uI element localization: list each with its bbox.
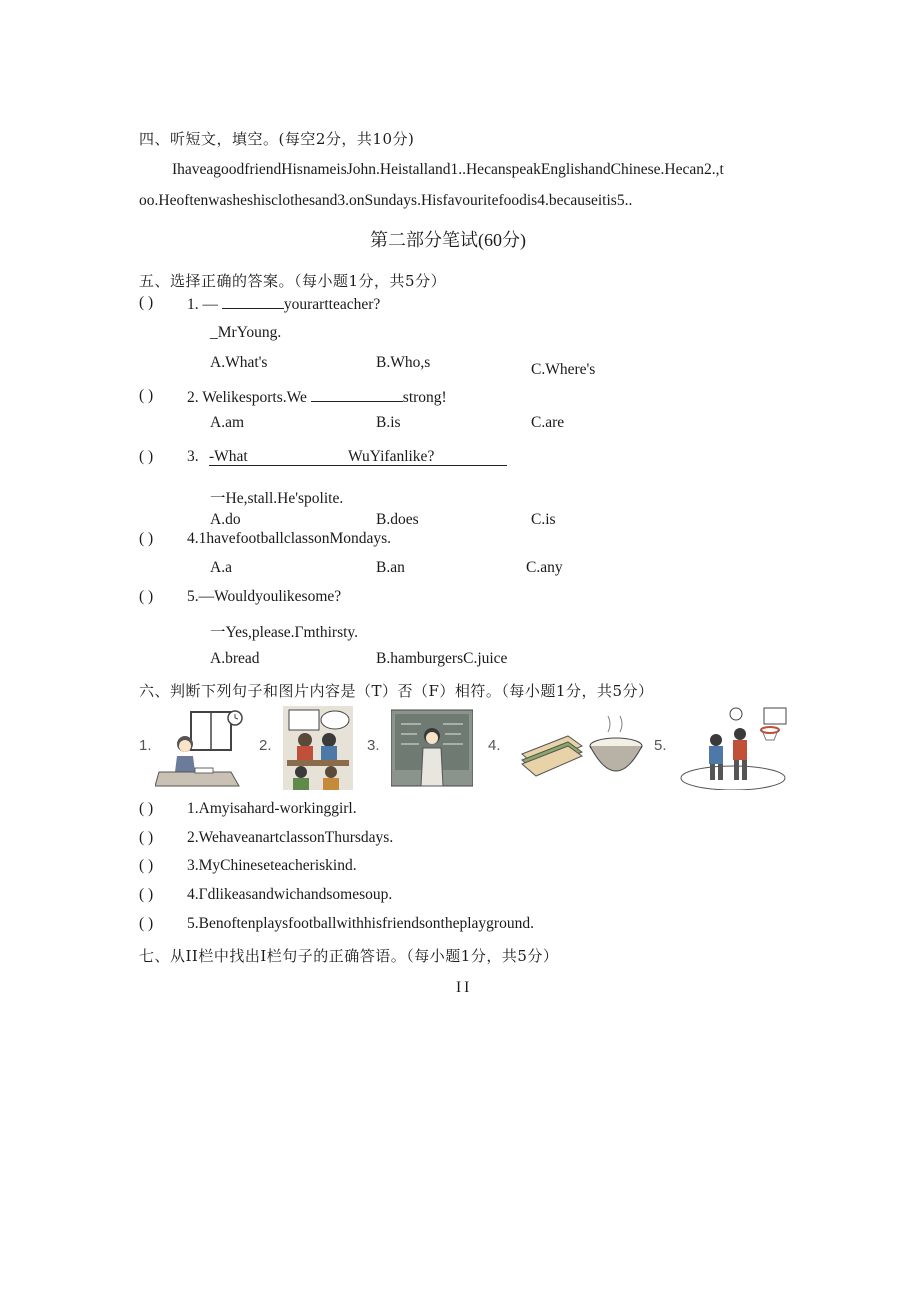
q2-option-b: B.is: [376, 414, 401, 431]
s6-item3-paren[interactable]: ( ): [139, 857, 154, 874]
q5-option-a: A.bread: [210, 650, 260, 667]
q4-option-c: C.any: [526, 559, 563, 576]
q1-option-a: A.What's: [210, 354, 268, 371]
s6-item1-paren[interactable]: ( ): [139, 800, 154, 817]
q4-option-a: A.a: [210, 559, 232, 576]
q4-stem: 4.1havefootballclassonMondays.: [187, 530, 392, 547]
picture-basketball-playground: [678, 706, 788, 790]
picture-sandwich-and-soup: [516, 706, 646, 790]
picture-classroom: [283, 706, 353, 790]
section5-heading: 五、选择正确的答案。（每小题1分，共5分）: [139, 272, 447, 290]
section7-heading: 七、从II栏中找出I栏句子的正确答语。（每小题1分，共5分）: [139, 947, 559, 965]
part2-title: 第二部分笔试(60分): [370, 230, 526, 250]
q1-stem: 1. — yourartteacher?: [187, 296, 381, 313]
q1-response: _MrYoung.: [210, 324, 282, 341]
q1-answer-paren[interactable]: ( ): [139, 294, 154, 311]
q3-stem-number: 3.: [187, 448, 199, 465]
section4-passage-line1: IhaveagoodfriendHisnameisJohn.Heistalland1..HecanspeakEnglishandChinese.Hecan2.,t: [172, 161, 724, 178]
q2-option-c: C.are: [531, 414, 565, 431]
s6-item3-text: 3.MyChineseteacheriskind.: [187, 857, 357, 874]
q2-option-a: A.am: [210, 414, 245, 431]
q3-response: 一He,stall.He'spolite.: [210, 490, 344, 507]
q1-option-b: B.Who,s: [376, 354, 431, 371]
picture-girl-studying: [155, 706, 245, 790]
pic-number-2: 2.: [259, 737, 272, 754]
pic-number-3: 3.: [367, 737, 380, 754]
q3-stem-line[interactable]: -What WuYifanlike?: [209, 448, 507, 466]
s6-item2-text: 2.WehaveanartclassonThursdays.: [187, 829, 394, 846]
pic-number-5: 5.: [654, 737, 667, 754]
q3-option-c: C.is: [531, 511, 556, 528]
q3-option-b: B.does: [376, 511, 419, 528]
q5-stem: 5.—Wouldyoulikesome?: [187, 588, 342, 605]
q1-option-c: C.Where's: [531, 361, 596, 378]
section4-passage-line2: oo.Heoftenwasheshisclothesand3.onSundays.Hisfavouritefoodis4.becauseitis5..: [139, 192, 633, 209]
q5-option-bc: B.hamburgersC.juice: [376, 650, 508, 667]
q2-answer-paren[interactable]: ( ): [139, 387, 154, 404]
q4-answer-paren[interactable]: ( ): [139, 530, 154, 547]
q2-blank[interactable]: [311, 387, 403, 402]
s6-item2-paren[interactable]: ( ): [139, 829, 154, 846]
q4-option-b: B.an: [376, 559, 405, 576]
pic-number-4: 4.: [488, 737, 501, 754]
q5-response: 一Yes,please.Γmthirsty.: [210, 624, 359, 641]
pic-number-1: 1.: [139, 737, 152, 754]
q2-stem: 2. Welikesports.We strong!: [187, 389, 447, 406]
section4-heading: 四、听短文，填空。(每空2分，共10分): [139, 130, 415, 148]
q3-answer-paren[interactable]: ( ): [139, 448, 154, 465]
s6-item4-text: 4.Γdlikeasandwichandsomesoup.: [187, 886, 393, 903]
s6-item1-text: 1.Amyisahard-workinggirl.: [187, 800, 357, 817]
s6-item5-text: 5.Benoftenplaysfootballwithhisfriendsontheplayground.: [187, 915, 534, 932]
picture-teacher-blackboard: [391, 706, 473, 790]
q1-blank[interactable]: [222, 294, 284, 309]
column-II-label: II: [456, 979, 473, 996]
s6-item4-paren[interactable]: ( ): [139, 886, 154, 903]
section6-heading: 六、判断下列句子和图片内容是（T）否（F）相符。（每小题1分，共5分）: [139, 682, 654, 700]
q5-answer-paren[interactable]: ( ): [139, 588, 154, 605]
s6-item5-paren[interactable]: ( ): [139, 915, 154, 932]
q3-option-a: A.do: [210, 511, 241, 528]
